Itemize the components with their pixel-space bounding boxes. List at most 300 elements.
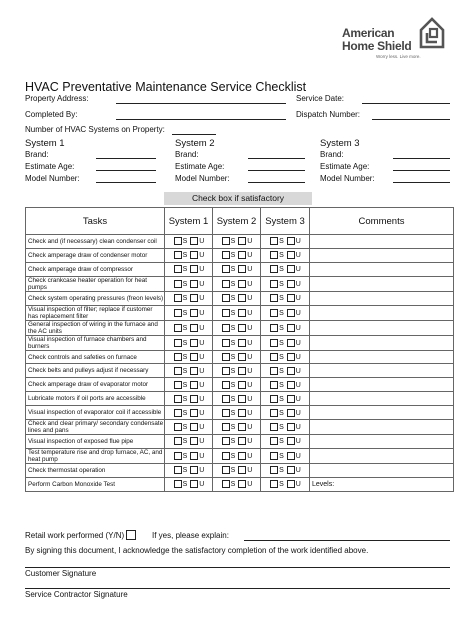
customer-signature-label: Customer Signature — [25, 569, 97, 578]
satisfactory-checkbox[interactable] — [174, 423, 182, 431]
task-label: Check amperage draw of condenser motor — [26, 248, 165, 262]
satisfactory-checkbox[interactable] — [222, 280, 230, 288]
system3-options — [261, 350, 310, 364]
satisfactory-label: S — [230, 409, 236, 417]
satisfactory-label: S — [182, 280, 188, 288]
unsatisfactory-label: U — [247, 467, 253, 475]
unsatisfactory-checkbox[interactable] — [238, 339, 246, 347]
satisfactory-checkbox[interactable] — [270, 251, 278, 259]
satisfactory-checkbox[interactable] — [270, 367, 278, 375]
satisfactory-label: S — [279, 381, 284, 389]
system3-model-field[interactable] — [393, 182, 450, 183]
unsatisfactory-checkbox[interactable] — [190, 409, 198, 417]
satisfactory-label: S — [182, 324, 188, 332]
system3-options — [261, 320, 310, 335]
satisfactory-label: S — [279, 238, 284, 246]
unsatisfactory-checkbox[interactable] — [190, 237, 198, 245]
satisfactory-checkbox[interactable] — [174, 294, 182, 302]
unsatisfactory-checkbox[interactable] — [190, 309, 198, 317]
satisfactory-checkbox[interactable] — [222, 339, 230, 347]
unsatisfactory-label: U — [247, 324, 253, 332]
satisfactory-label: S — [182, 309, 188, 317]
unsatisfactory-label: U — [295, 252, 301, 260]
unsatisfactory-checkbox[interactable] — [190, 294, 198, 302]
satisfactory-checkbox[interactable] — [174, 280, 182, 288]
satisfactory-checkbox[interactable] — [174, 409, 182, 417]
unsatisfactory-checkbox[interactable] — [238, 409, 246, 417]
unsatisfactory-label: U — [295, 309, 301, 317]
system2-brand-field[interactable] — [248, 158, 305, 159]
satisfactory-checkbox[interactable] — [222, 423, 230, 431]
unsatisfactory-label: U — [247, 353, 253, 361]
satisfactory-label: S — [230, 438, 236, 446]
task-label: Visual inspection of furnace chambers and burners — [26, 335, 165, 350]
task-label: Lubricate motors if oil ports are accessible — [26, 392, 165, 406]
satisfactory-label: S — [279, 294, 284, 302]
system2-options — [213, 364, 261, 378]
system3-options — [261, 305, 310, 320]
table-row — [26, 392, 454, 406]
system1-age-label: Estimate Age: — [25, 162, 75, 171]
unsatisfactory-label: U — [199, 395, 205, 403]
satisfactory-checkbox[interactable] — [270, 309, 278, 317]
satisfactory-checkbox[interactable] — [222, 367, 230, 375]
levels-label: Levels: — [312, 480, 335, 488]
satisfactory-checkbox[interactable] — [222, 409, 230, 417]
system1-options — [165, 248, 213, 262]
system2-age-field[interactable] — [248, 170, 305, 171]
satisfactory-checkbox[interactable] — [222, 353, 230, 361]
system1-options — [165, 378, 213, 392]
unsatisfactory-label: U — [199, 252, 205, 260]
system3-age-field[interactable] — [393, 170, 450, 171]
col-header-system1: System 1 — [165, 208, 213, 235]
logo-line1: American — [342, 26, 395, 40]
satisfactory-checkbox[interactable] — [222, 251, 230, 259]
unsatisfactory-checkbox[interactable] — [238, 395, 246, 403]
satisfactory-checkbox[interactable] — [222, 324, 230, 332]
system1-options — [165, 235, 213, 249]
satisfactory-label: S — [279, 438, 284, 446]
satisfactory-label: S — [279, 266, 284, 274]
explain-field[interactable] — [244, 540, 450, 541]
comments-cell[interactable] — [310, 305, 454, 320]
satisfactory-label: S — [182, 467, 188, 475]
unsatisfactory-checkbox[interactable] — [238, 265, 246, 273]
comments-cell[interactable] — [310, 320, 454, 335]
satisfactory-checkbox[interactable] — [174, 381, 182, 389]
comments-cell[interactable] — [310, 291, 454, 305]
satisfactory-label: S — [182, 409, 188, 417]
unsatisfactory-checkbox[interactable] — [287, 452, 295, 460]
unsatisfactory-checkbox[interactable] — [287, 480, 295, 488]
system2-options — [213, 235, 261, 249]
unsatisfactory-label: U — [199, 353, 205, 361]
system1-options — [165, 335, 213, 350]
unsatisfactory-checkbox[interactable] — [190, 265, 198, 273]
satisfactory-checkbox[interactable] — [174, 466, 182, 474]
unsatisfactory-label: U — [247, 367, 253, 375]
completed-by-field[interactable] — [116, 119, 286, 120]
system1-options — [165, 320, 213, 335]
satisfactory-checkbox[interactable] — [222, 466, 230, 474]
system2-options — [213, 335, 261, 350]
system3-options — [261, 406, 310, 420]
unsatisfactory-checkbox[interactable] — [190, 324, 198, 332]
comments-cell[interactable] — [310, 262, 454, 276]
system3-options — [261, 235, 310, 249]
satisfactory-checkbox[interactable] — [222, 395, 230, 403]
satisfactory-checkbox[interactable] — [270, 423, 278, 431]
unsatisfactory-checkbox[interactable] — [287, 309, 295, 317]
unsatisfactory-label: U — [295, 381, 301, 389]
acknowledge-text: By signing this document, I acknowledge the satisfactory completion of the work identified above. — [25, 546, 369, 555]
customer-signature-line[interactable] — [25, 567, 450, 568]
satisfactory-checkbox[interactable] — [222, 480, 230, 488]
satisfactory-checkbox[interactable] — [174, 367, 182, 375]
system3-options — [261, 448, 310, 463]
task-label: Visual inspection of filter; replace if customer has replacement filter — [26, 305, 165, 320]
system1-options — [165, 364, 213, 378]
satisfactory-label: S — [279, 252, 284, 260]
comments-cell[interactable] — [310, 406, 454, 420]
satisfactory-checkbox[interactable] — [270, 466, 278, 474]
unsatisfactory-checkbox[interactable] — [238, 437, 246, 445]
satisfactory-checkbox[interactable] — [222, 452, 230, 460]
system3-age-label: Estimate Age: — [320, 162, 370, 171]
comments-cell[interactable] — [310, 235, 454, 249]
satisfactory-checkbox[interactable] — [270, 265, 278, 273]
system2-options — [213, 262, 261, 276]
satisfactory-checkbox[interactable] — [270, 480, 278, 488]
system3-options — [261, 335, 310, 350]
task-label: Visual inspection of exposed flue pipe — [26, 435, 165, 449]
table-row — [26, 463, 454, 477]
satisfactory-checkbox[interactable] — [222, 237, 230, 245]
satisfactory-label: S — [230, 381, 236, 389]
unsatisfactory-checkbox[interactable] — [238, 466, 246, 474]
unsatisfactory-label: U — [247, 381, 253, 389]
unsatisfactory-checkbox[interactable] — [287, 265, 295, 273]
task-label: Check belts and pulleys adjust if necessary — [26, 364, 165, 378]
unsatisfactory-checkbox[interactable] — [190, 480, 198, 488]
comments-cell[interactable] — [310, 420, 454, 435]
satisfactory-label: S — [182, 266, 188, 274]
system2-options — [213, 248, 261, 262]
table-row — [26, 320, 454, 335]
satisfactory-checkbox[interactable] — [270, 353, 278, 361]
satisfactory-checkbox[interactable] — [270, 381, 278, 389]
satisfactory-checkbox[interactable] — [174, 324, 182, 332]
system3-brand-field[interactable] — [393, 158, 450, 159]
satisfactory-checkbox[interactable] — [174, 437, 182, 445]
unsatisfactory-label: U — [295, 395, 301, 403]
unsatisfactory-checkbox[interactable] — [287, 237, 295, 245]
unsatisfactory-checkbox[interactable] — [238, 381, 246, 389]
system3-brand-label: Brand: — [320, 150, 344, 159]
property-address-label: Property Address: — [25, 94, 89, 103]
col-header-system2: System 2 — [213, 208, 261, 235]
unsatisfactory-checkbox[interactable] — [190, 367, 198, 375]
satisfactory-label: S — [279, 353, 284, 361]
table-row — [26, 420, 454, 435]
unsatisfactory-checkbox[interactable] — [238, 452, 246, 460]
satisfactory-checkbox[interactable] — [174, 265, 182, 273]
unsatisfactory-checkbox[interactable] — [190, 437, 198, 445]
unsatisfactory-label: U — [247, 395, 253, 403]
satisfactory-label: S — [279, 280, 284, 288]
unsatisfactory-label: U — [247, 452, 253, 460]
satisfactory-label: S — [230, 238, 236, 246]
unsatisfactory-label: U — [247, 266, 253, 274]
system2-options — [213, 448, 261, 463]
comments-cell[interactable] — [310, 392, 454, 406]
comments-cell[interactable] — [310, 463, 454, 477]
unsatisfactory-checkbox[interactable] — [190, 339, 198, 347]
unsatisfactory-checkbox[interactable] — [238, 367, 246, 375]
unsatisfactory-label: U — [247, 294, 253, 302]
satisfactory-label: S — [230, 339, 236, 347]
satisfactory-checkbox[interactable] — [270, 294, 278, 302]
system1-options — [165, 406, 213, 420]
satisfactory-checkbox[interactable] — [270, 437, 278, 445]
satisfactory-checkbox[interactable] — [270, 452, 278, 460]
task-label: Perform Carbon Monoxide Test — [26, 477, 165, 491]
system1-brand-field[interactable] — [96, 158, 156, 159]
satisfactory-checkbox[interactable] — [174, 339, 182, 347]
task-label: General inspection of wiring in the furnace and the AC units — [26, 320, 165, 335]
system3-options — [261, 248, 310, 262]
unsatisfactory-label: U — [295, 280, 301, 288]
unsatisfactory-label: U — [199, 294, 205, 302]
table-row — [26, 305, 454, 320]
dispatch-number-label: Dispatch Number: — [296, 110, 361, 119]
table-row — [26, 406, 454, 420]
task-label: Check and clear primary/ secondary condensate lines and pans — [26, 420, 165, 435]
task-label: Test temperature rise and drop furnace, AC, and heat pump — [26, 448, 165, 463]
satisfactory-label: S — [230, 252, 236, 260]
system2-options — [213, 406, 261, 420]
table-row — [26, 335, 454, 350]
unsatisfactory-checkbox[interactable] — [190, 251, 198, 259]
system3-options — [261, 477, 310, 491]
contractor-signature-line[interactable] — [25, 588, 450, 589]
unsatisfactory-checkbox[interactable] — [287, 339, 295, 347]
comments-cell[interactable] — [310, 350, 454, 364]
contractor-signature-label: Service Contractor Signature — [25, 590, 128, 599]
unsatisfactory-label: U — [199, 309, 205, 317]
unsatisfactory-label: U — [247, 339, 253, 347]
comments-cell[interactable] — [310, 378, 454, 392]
system2-options — [213, 477, 261, 491]
system2-options — [213, 392, 261, 406]
task-label: Check amperage draw of compressor — [26, 262, 165, 276]
unsatisfactory-checkbox[interactable] — [287, 409, 295, 417]
unsatisfactory-checkbox[interactable] — [287, 423, 295, 431]
unsatisfactory-checkbox[interactable] — [287, 324, 295, 332]
col-header-tasks: Tasks — [26, 208, 165, 235]
unsatisfactory-checkbox[interactable] — [287, 280, 295, 288]
company-logo — [338, 14, 452, 70]
system1-options — [165, 291, 213, 305]
unsatisfactory-checkbox[interactable] — [238, 423, 246, 431]
unsatisfactory-checkbox[interactable] — [190, 423, 198, 431]
unsatisfactory-label: U — [199, 452, 205, 460]
table-row — [26, 350, 454, 364]
satisfactory-checkbox[interactable] — [174, 353, 182, 361]
satisfactory-label: S — [182, 381, 188, 389]
unsatisfactory-checkbox[interactable] — [238, 309, 246, 317]
service-date-field[interactable] — [362, 103, 450, 104]
satisfactory-label: S — [182, 452, 188, 460]
unsatisfactory-checkbox[interactable] — [190, 381, 198, 389]
unsatisfactory-checkbox[interactable] — [190, 353, 198, 361]
comments-cell[interactable] — [310, 276, 454, 291]
system3-options — [261, 420, 310, 435]
satisfactory-checkbox[interactable] — [174, 251, 182, 259]
table-row — [26, 262, 454, 276]
comments-cell[interactable] — [310, 477, 454, 491]
task-label: Check and (if necessary) clean condenser coil — [26, 235, 165, 249]
unsatisfactory-label: U — [199, 438, 205, 446]
satisfactory-label: S — [182, 481, 188, 489]
unsatisfactory-checkbox[interactable] — [238, 280, 246, 288]
task-label: Check thermostat operation — [26, 463, 165, 477]
satisfactory-label: S — [279, 409, 284, 417]
comments-cell[interactable] — [310, 364, 454, 378]
satisfactory-band: Check box if satisfactory — [164, 192, 312, 205]
satisfactory-label: S — [182, 395, 188, 403]
system1-options — [165, 305, 213, 320]
unsatisfactory-checkbox[interactable] — [287, 466, 295, 474]
satisfactory-checkbox[interactable] — [270, 237, 278, 245]
unsatisfactory-checkbox[interactable] — [287, 381, 295, 389]
satisfactory-checkbox[interactable] — [270, 324, 278, 332]
system1-model-field[interactable] — [96, 182, 156, 183]
comments-cell[interactable] — [310, 435, 454, 449]
unsatisfactory-checkbox[interactable] — [287, 395, 295, 403]
satisfactory-label: S — [230, 266, 236, 274]
comments-cell[interactable] — [310, 335, 454, 350]
unsatisfactory-label: U — [295, 481, 301, 489]
system1-options — [165, 435, 213, 449]
unsatisfactory-label: U — [247, 238, 253, 246]
unsatisfactory-checkbox[interactable] — [190, 466, 198, 474]
task-label: Check controls and safeties on furnace — [26, 350, 165, 364]
satisfactory-checkbox[interactable] — [174, 452, 182, 460]
unsatisfactory-checkbox[interactable] — [238, 353, 246, 361]
satisfactory-checkbox[interactable] — [270, 409, 278, 417]
dispatch-number-field[interactable] — [372, 119, 450, 120]
num-systems-field[interactable] — [172, 134, 216, 135]
task-label: Check crankcase heater operation for heat pumps — [26, 276, 165, 291]
satisfactory-checkbox[interactable] — [174, 309, 182, 317]
unsatisfactory-checkbox[interactable] — [287, 437, 295, 445]
satisfactory-checkbox[interactable] — [270, 395, 278, 403]
satisfactory-checkbox[interactable] — [174, 395, 182, 403]
satisfactory-checkbox[interactable] — [270, 280, 278, 288]
unsatisfactory-checkbox[interactable] — [287, 353, 295, 361]
unsatisfactory-checkbox[interactable] — [190, 395, 198, 403]
satisfactory-checkbox[interactable] — [222, 294, 230, 302]
system3-options — [261, 291, 310, 305]
system1-model-label: Model Number: — [25, 174, 80, 183]
satisfactory-label: S — [182, 438, 188, 446]
logo-line2: Home Shield — [342, 39, 412, 53]
unsatisfactory-checkbox[interactable] — [287, 251, 295, 259]
system2-options — [213, 320, 261, 335]
unsatisfactory-checkbox[interactable] — [238, 251, 246, 259]
unsatisfactory-label: U — [199, 467, 205, 475]
system1-options — [165, 448, 213, 463]
unsatisfactory-label: U — [199, 266, 205, 274]
unsatisfactory-checkbox[interactable] — [238, 324, 246, 332]
satisfactory-label: S — [182, 252, 188, 260]
satisfactory-checkbox[interactable] — [222, 381, 230, 389]
system1-brand-label: Brand: — [25, 150, 49, 159]
satisfactory-label: S — [230, 452, 236, 460]
system1-options — [165, 392, 213, 406]
satisfactory-checkbox[interactable] — [270, 339, 278, 347]
system1-options — [165, 262, 213, 276]
service-date-label: Service Date: — [296, 94, 345, 103]
satisfactory-checkbox[interactable] — [174, 237, 182, 245]
system1-options — [165, 420, 213, 435]
table-row — [26, 276, 454, 291]
num-systems-label: Number of HVAC Systems on Property: — [25, 125, 165, 134]
system3-options — [261, 392, 310, 406]
unsatisfactory-checkbox[interactable] — [190, 280, 198, 288]
unsatisfactory-label: U — [295, 452, 301, 460]
satisfactory-label: S — [230, 423, 236, 431]
system3-options — [261, 276, 310, 291]
system1-age-field[interactable] — [96, 170, 156, 171]
unsatisfactory-checkbox[interactable] — [287, 367, 295, 375]
table-row — [26, 291, 454, 305]
task-label: Visual inspection of evaporator coil if accessible — [26, 406, 165, 420]
unsatisfactory-checkbox[interactable] — [238, 237, 246, 245]
satisfactory-label: S — [279, 309, 284, 317]
unsatisfactory-label: U — [295, 238, 301, 246]
satisfactory-label: S — [230, 280, 236, 288]
unsatisfactory-checkbox[interactable] — [287, 294, 295, 302]
satisfactory-label: S — [279, 481, 284, 489]
table-row — [26, 248, 454, 262]
unsatisfactory-checkbox[interactable] — [238, 480, 246, 488]
unsatisfactory-label: U — [199, 423, 205, 431]
unsatisfactory-checkbox[interactable] — [238, 294, 246, 302]
house-logo-icon — [418, 16, 446, 50]
satisfactory-checkbox[interactable] — [222, 309, 230, 317]
if-yes-label: If yes, please explain: — [152, 531, 229, 540]
retail-work-checkbox[interactable] — [126, 530, 136, 540]
completed-by-label: Completed By: — [25, 110, 78, 119]
unsatisfactory-label: U — [247, 481, 253, 489]
satisfactory-label: S — [279, 395, 284, 403]
system3-options — [261, 262, 310, 276]
system2-model-field[interactable] — [248, 182, 305, 183]
comments-cell[interactable] — [310, 448, 454, 463]
comments-cell[interactable] — [310, 248, 454, 262]
satisfactory-checkbox[interactable] — [222, 437, 230, 445]
property-address-field[interactable] — [116, 103, 286, 104]
unsatisfactory-checkbox[interactable] — [190, 452, 198, 460]
system2-options — [213, 276, 261, 291]
satisfactory-checkbox[interactable] — [174, 480, 182, 488]
system3-model-label: Model Number: — [320, 174, 375, 183]
unsatisfactory-label: U — [295, 353, 301, 361]
satisfactory-checkbox[interactable] — [222, 265, 230, 273]
